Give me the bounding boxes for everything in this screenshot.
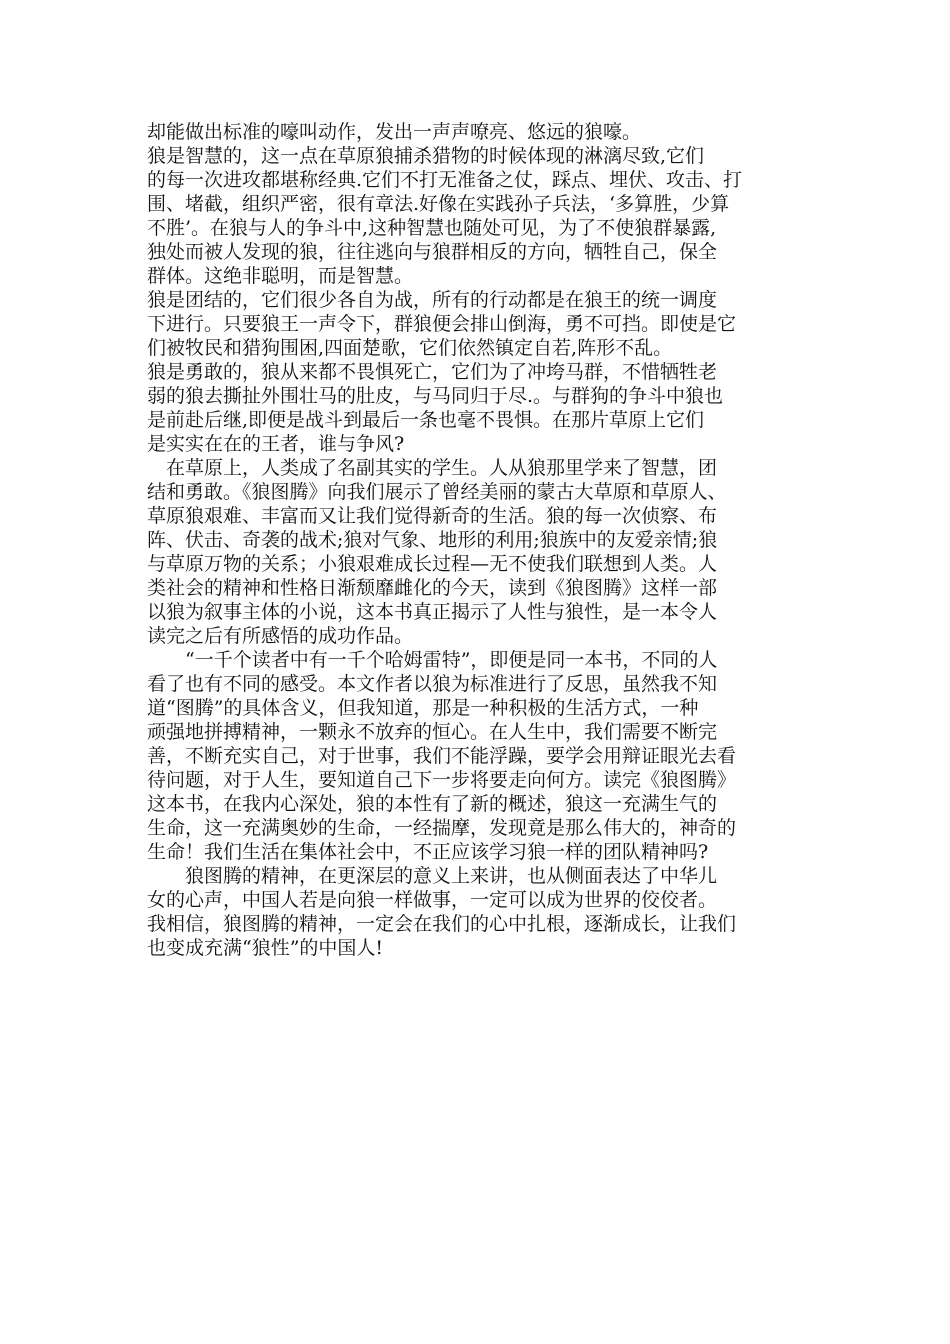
text-line: 这本书，在我内心深处，狼的本性有了新的概述，狼这一充满生气的 (147, 793, 718, 815)
text-line: 狼是智慧的，这一点在草原狼捕杀猎物的时候体现的淋漓尽致,它们 (147, 145, 705, 167)
text-line: 读完之后有所感悟的成功作品。 (147, 625, 414, 647)
text-line: 女的心声，中国人若是向狼一样做事，一定可以成为世界的佼佼者。 (147, 889, 718, 911)
text-line: 是实实在在的王者，谁与争风? (147, 433, 405, 455)
document-body (147, 120, 807, 960)
text-line: 围、堵截，组织严密，很有章法.好像在实践孙子兵法，‘多算胜，少算 (147, 193, 730, 215)
text-line: 弱的狼去撕扯外围壮马的肚皮，与马同归于尽.。与群狗的争斗中狼也 (147, 385, 724, 407)
text-line: 生命，这一充满奥妙的生命，一经揣摩，发现竟是那么伟大的，神奇的 (147, 817, 737, 839)
text-line: 待问题，对于人生，要知道自己下一步将要走向何方。读完《狼图腾》 (147, 769, 737, 791)
text-line: 类社会的精神和性格日渐颓靡雌化的今天，读到《狼图腾》这样一部 (147, 577, 718, 599)
text-line: 与草原万物的关系；小狼艰难成长过程—无不使我们联想到人类。人 (147, 553, 718, 575)
text-line: 独处而被人发现的狼，往往逃向与狼群相反的方向，牺牲自己，保全 (147, 241, 718, 263)
text-line: 草原狼艰难、丰富而又让我们觉得新奇的生活。狼的每一次侦察、布 (147, 505, 718, 527)
text-line: 是前赴后继,即便是战斗到最后一条也毫不畏惧。在那片草原上它们 (147, 409, 705, 431)
paragraph-para-hamlet (147, 648, 807, 864)
text-line: 的每一次进攻都堪称经典.它们不打无准备之仗，踩点、埋伏、攻击、打 (147, 169, 743, 191)
text-line: 在草原上，人类成了名副其实的学生。人从狼那里学来了智慧，团 (147, 457, 718, 479)
text-line: 不胜’。在狼与人的争斗中,这种智慧也随处可见，为了不使狼群暴露, (147, 217, 717, 239)
paragraph-para-conclusion (147, 864, 807, 960)
text-line: 狼是勇敢的，狼从来都不畏惧死亡，它们为了冲垮马群，不惜牺牲老 (147, 361, 718, 383)
text-line: 顽强地拼搏精神，一颗永不放弃的恒心。在人生中，我们需要不断完 (147, 721, 718, 743)
text-line: 狼图腾的精神，在更深层的意义上来讲，也从侧面表达了中华儿 (147, 865, 718, 887)
text-line: “一千个读者中有一千个哈姆雷特”，即便是同一本书，不同的人 (147, 649, 718, 671)
paragraph-para-unity (147, 288, 807, 360)
text-line: 生命！我们生活在集体社会中，不正应该学习狼一样的团队精神吗? (147, 841, 709, 863)
text-line: 也变成充满“狼性”的中国人! (147, 937, 384, 959)
text-line: 结和勇敢。《狼图腾》向我们展示了曾经美丽的蒙古大草原和草原人、 (147, 481, 727, 503)
text-line: 善，不断充实自己，对于世事，我们不能浮躁，要学会用辩证眼光去看 (147, 745, 737, 767)
text-line: 们被牧民和猎狗围困,四面楚歌，它们依然镇定自若,阵形不乱。 (147, 337, 673, 359)
text-line: 以狼为叙事主体的小说，这本书真正揭示了人性与狼性，是一本令人 (147, 601, 718, 623)
text-line: 下进行。只要狼王一声令下，群狼便会排山倒海，勇不可挡。即使是它 (147, 313, 737, 335)
paragraph-para-continuation (147, 120, 807, 144)
text-line: 看了也有不同的感受。本文作者以狼为标准进行了反思，虽然我不知 (147, 673, 718, 695)
text-line: 阵、伏击、奇袭的战术;狼对气象、地形的利用;狼族中的友爱亲情;狼 (147, 529, 718, 551)
text-line: 我相信，狼图腾的精神，一定会在我们的心中扎根，逐渐成长，让我们 (147, 913, 737, 935)
paragraph-para-humans-students (147, 456, 807, 648)
text-line: 却能做出标准的嚎叫动作，发出一声声嘹亮、悠远的狼嚎。 (147, 121, 642, 143)
paragraph-para-bravery (147, 360, 807, 456)
text-line: 群体。这绝非聪明，而是智慧。 (147, 265, 414, 287)
text-line: 狼是团结的，它们很少各自为战，所有的行动都是在狼王的统一调度 (147, 289, 718, 311)
text-line: 道“图腾”的具体含义，但我知道，那是一种积极的生活方式，一种 (147, 697, 699, 719)
paragraph-para-wisdom (147, 144, 807, 288)
